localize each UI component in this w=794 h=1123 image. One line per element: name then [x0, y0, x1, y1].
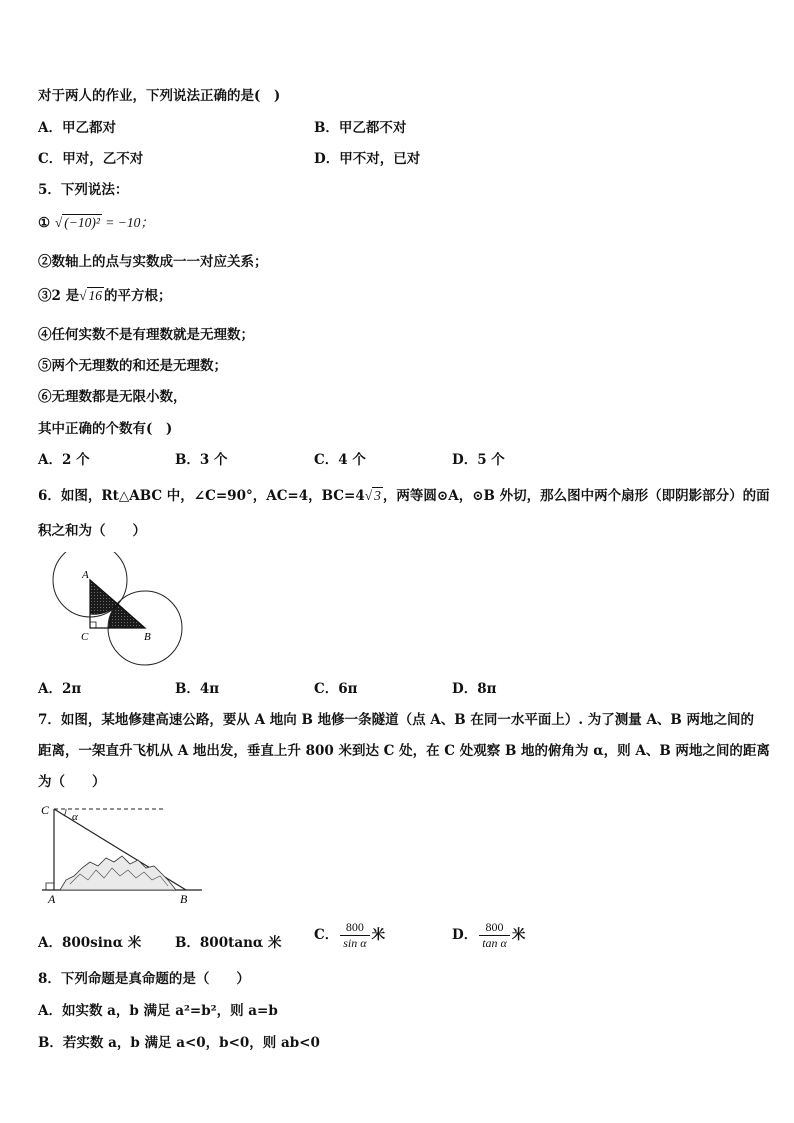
q5-statement-6: ⑥无理数都是无限小数， [38, 389, 187, 405]
q5-s1-radicand: (−10)² [64, 215, 100, 230]
q6-stem-part1: 6．如图，Rt△ABC 中，∠C=90°，AC=4，BC=4 [38, 488, 365, 504]
q7-stem-line2: 距离，一架直升飞机从 A 地出发，垂直上升 800 米到达 C 处，在 C 处观察 B 地的俯角为 α，则 A、B 两地之间的距离 [38, 743, 770, 759]
q7-option-c [314, 920, 385, 951]
q5-s3-suffix: 的平方根； [104, 288, 172, 304]
q6-option-c: C．6π [314, 681, 358, 697]
q5-option-c: C．4 个 [314, 452, 366, 468]
sqrt-symbol: √ 3 [364, 488, 381, 503]
q5-ask: 其中正确的个数有( ) [38, 421, 173, 437]
label-c: C [81, 631, 89, 643]
label-alpha: α [72, 811, 78, 823]
q7-option-d-numerator: 800 [479, 920, 510, 936]
label-a: A [82, 569, 89, 581]
q5-statement-4: ④任何实数不是有理数就是无理数； [38, 327, 254, 343]
q7-option-c-unit: 米 [371, 927, 386, 943]
q8-stem: 8．下列命题是真命题的是（ ） [38, 971, 250, 987]
question-intro: 对于两人的作业，下列说法正确的是( ) [38, 88, 281, 104]
label-b: B [180, 892, 188, 906]
angle-arc [64, 809, 66, 816]
q7-option-d-unit: 米 [511, 927, 526, 943]
q7-stem-line3: 为（ ） [38, 774, 106, 790]
q6-stem-line2: 积之和为（ ） [38, 523, 146, 539]
q5-statement-3 [38, 284, 172, 304]
q4-option-c: C．甲对，乙不对 [38, 151, 144, 167]
q6-figure [48, 552, 188, 668]
label-b: B [144, 631, 151, 643]
q7-option-d [452, 920, 525, 951]
q7-option-c-prefix: C． [314, 927, 339, 943]
q8-option-b: B．若实数 a，b 满足 a<0，b<0，则 ab<0 [38, 1035, 320, 1051]
q6-stem-line1 [38, 484, 770, 504]
q7-option-b: B．800tanα 米 [175, 935, 282, 951]
q7-option-d-prefix: D． [452, 927, 478, 943]
q6-option-d: D．8π [452, 681, 497, 697]
label-a: A [48, 892, 56, 906]
q7-option-d-denominator: tan α [482, 936, 507, 950]
q6-stem-radicand: 3 [374, 488, 381, 503]
q5-s1-number: ① [38, 215, 51, 231]
q7-option-c-numerator: 800 [340, 920, 369, 936]
q5-s1-formula [55, 215, 154, 230]
sqrt-symbol: √ (−10)² [54, 215, 100, 230]
q5-s3-prefix: ③2 是 [38, 288, 80, 304]
right-angle-mark [46, 883, 54, 890]
q5-s3-radicand: 16 [88, 288, 103, 303]
q6-option-b: B．4π [175, 681, 220, 697]
q7-option-a: A．800sinα 米 [38, 935, 142, 951]
q7-option-c-fraction [340, 920, 369, 951]
right-angle-mark [90, 622, 96, 628]
q5-option-a: A．2 个 [38, 452, 90, 468]
q7-figure [38, 800, 208, 906]
q8-option-a: A．如实数 a，b 满足 a²=b²，则 a=b [38, 1003, 278, 1019]
q5-option-d: D．5 个 [452, 452, 505, 468]
q6-stem-part2: ，两等圆⊙A，⊙B 外切，那么图中两个扇形（即阴影部分）的面 [382, 488, 770, 504]
q7-stem-line1: 7．如图，某地修建高速公路，要从 A 地向 B 地修一条隧道（点 A、B 在同一水平面上）. 为了测量 A、B 两地之间的 [38, 712, 755, 728]
q7-option-c-denominator: sin α [343, 936, 367, 950]
mountain-illustration [60, 856, 176, 890]
q5-option-b: B．3 个 [175, 452, 228, 468]
q7-option-d-fraction [479, 920, 510, 951]
q5-s1-rhs: = −10； [101, 215, 154, 230]
q5-statement-1 [38, 211, 154, 231]
q5-statement-5: ⑤两个无理数的和还是无理数； [38, 358, 227, 374]
q4-option-d: D．甲不对，已对 [314, 151, 421, 167]
sqrt-symbol: √ 16 [79, 288, 103, 303]
q6-option-a: A．2π [38, 681, 82, 697]
q5-statement-2: ②数轴上的点与实数成一一对应关系； [38, 254, 268, 270]
q4-option-a: A．甲乙都对 [38, 120, 116, 136]
q5-stem: 5．下列说法： [38, 182, 129, 198]
q4-option-b: B．甲乙都不对 [314, 120, 407, 136]
label-c: C [41, 803, 50, 817]
